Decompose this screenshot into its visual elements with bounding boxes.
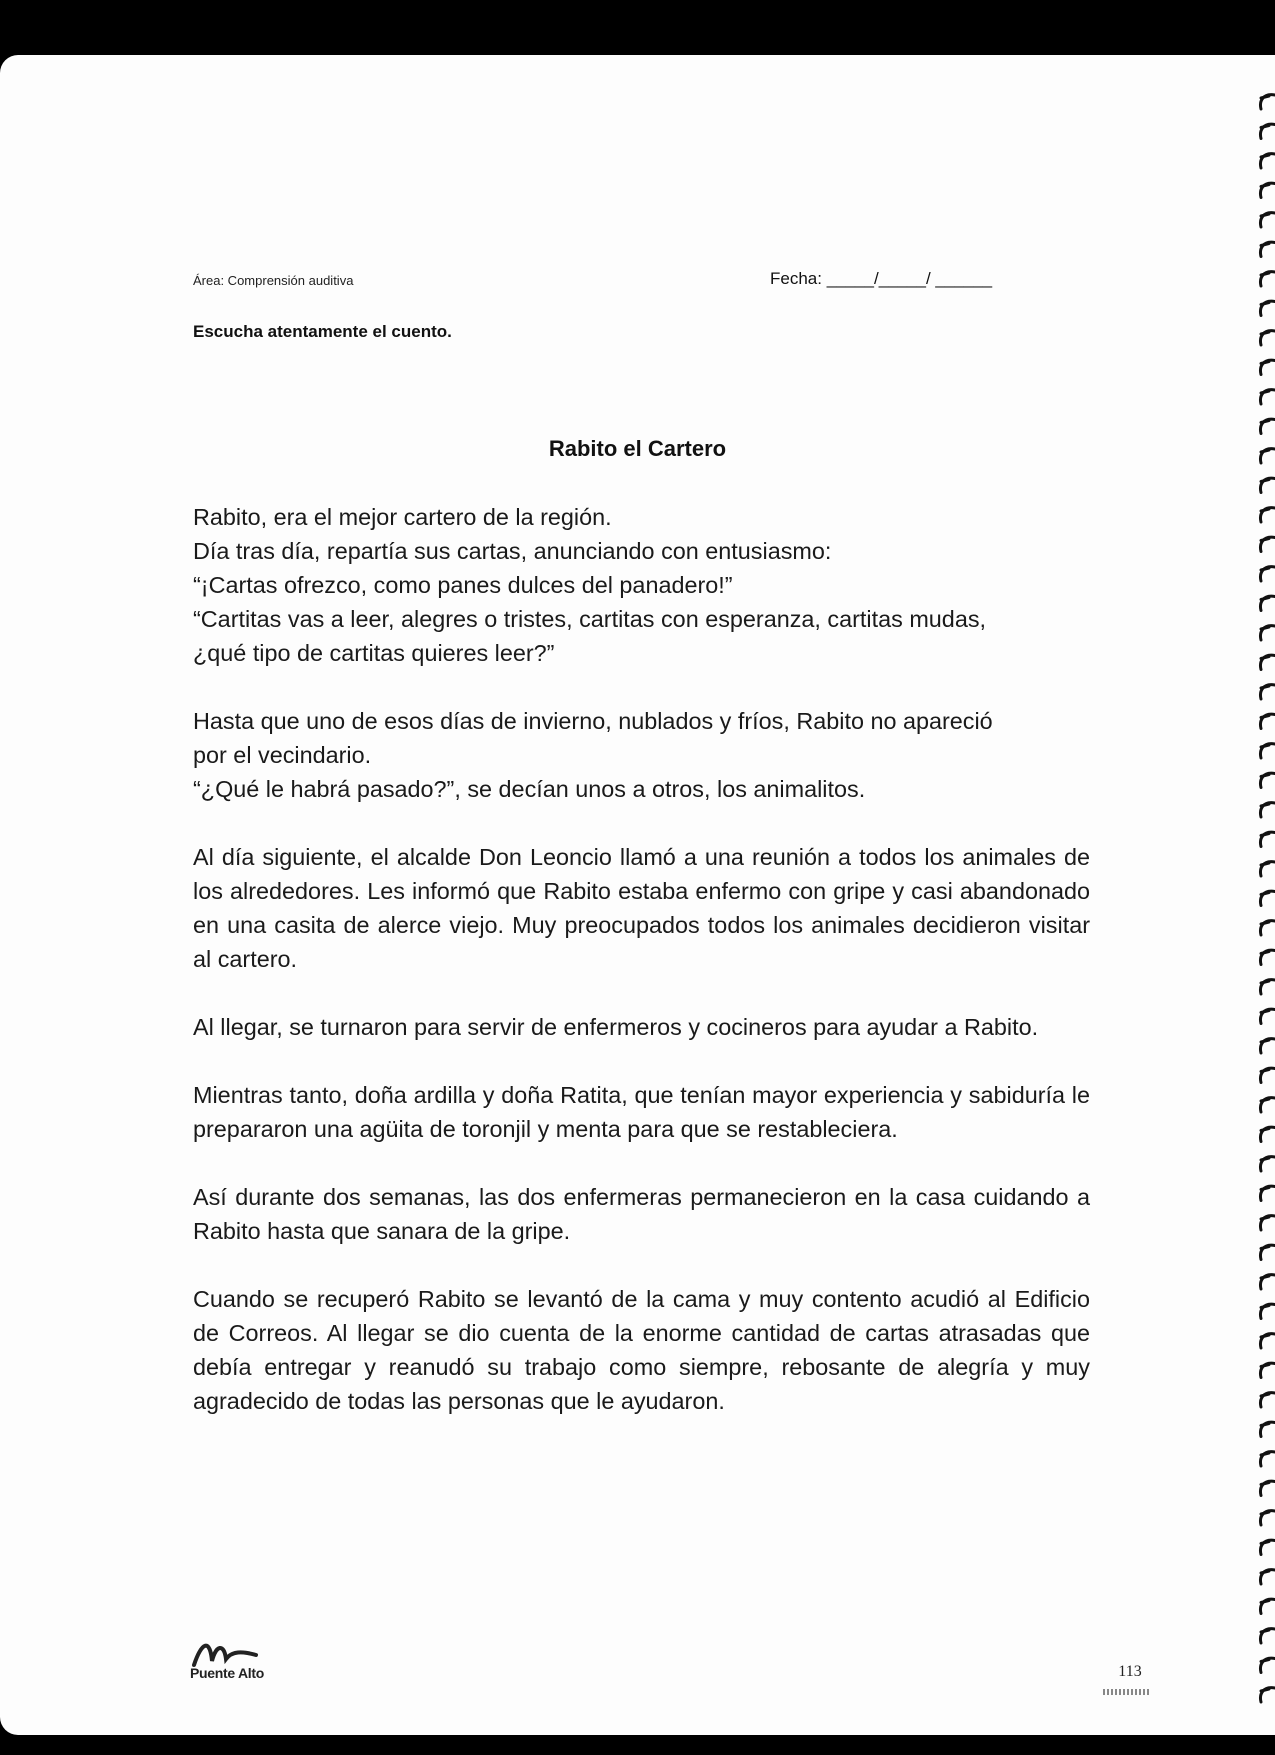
logo-text: Puente Alto [190,1665,264,1681]
spiral-ring [1261,154,1275,168]
spiral-ring [1261,272,1275,286]
spiral-ring [1261,242,1275,256]
spiral-ring [1261,1334,1275,1348]
story-paragraph-5: Mientras tanto, doña ardilla y doña Ratita, que tenían mayor experiencia y sabiduría le prepararon una agüita de toronjil y menta para que se restableciera. [193,1082,1090,1142]
spiral-ring [1261,1216,1275,1230]
spiral-ring [1261,1009,1275,1023]
spiral-ring [1261,862,1275,876]
spiral-ring [1261,1452,1275,1466]
spiral-ring [1261,744,1275,758]
spiral-ring [1261,1599,1275,1613]
spiral-ring [1261,478,1275,492]
spiral-ring [1261,1540,1275,1554]
story-line: “Cartitas vas a leer, alegres o tristes, cartitas con esperanza, cartitas mudas, [193,606,987,632]
story-paragraph-4: Al llegar, se turnaron para servir de enfermeros y cocineros para ayudar a Rabito. [193,1014,1039,1040]
spiral-ring [1261,301,1275,315]
story-paragraph-3: Al día siguiente, el alcalde Don Leoncio llamó a una reunión a todos los animales de los alrededores. Les informó que Rabito estaba enfermo con gripe y casi abandonado en una casita de alerce viejo. Muy preocupados todos los animales decidieron visitar al cartero. [193,844,1090,972]
spiral-ring [1261,626,1275,640]
subject-area-label: Área: Comprensión auditiva [193,273,354,288]
story-body [193,500,1090,1452]
story-paragraph-2 [193,704,1090,806]
page-number: 113 [1118,1663,1142,1680]
logo-mark-icon [190,1635,260,1669]
spiral-ring [1261,655,1275,669]
spiral-ring [1261,1098,1275,1112]
spiral-ring [1261,1068,1275,1082]
spiral-binding [1235,85,1275,1705]
spiral-ring [1261,1127,1275,1141]
spiral-ring [1261,567,1275,581]
story-line: ¿qué tipo de cartitas quieres leer?” [193,640,555,666]
spiral-ring [1261,213,1275,227]
story-line: “¿Qué le habrá pasado?”, se decían unos a otros, los animalitos. [193,776,866,802]
spiral-ring [1261,714,1275,728]
spiral-ring [1261,596,1275,610]
spiral-ring [1261,537,1275,551]
spiral-ring [1261,419,1275,433]
spiral-ring [1261,921,1275,935]
spiral-ring [1261,1393,1275,1407]
spiral-ring [1261,1186,1275,1200]
spiral-ring [1261,390,1275,404]
spiral-ring [1261,1688,1275,1702]
story-line: Día tras día, repartía sus cartas, anunciando con entusiasmo: [193,538,832,564]
date-field-label: Fecha: _____/_____/ ______ [770,269,993,288]
spiral-ring [1261,1629,1275,1643]
spiral-ring [1261,1039,1275,1053]
document-page [0,55,1275,1735]
story-paragraph-6: Así durante dos semanas, las dos enfermeras permanecieron en la casa cuidando a Rabito hasta que sanara de la gripe. [193,1184,1090,1244]
spiral-ring [1261,508,1275,522]
spiral-ring [1261,1157,1275,1171]
puente-alto-logo [190,1635,310,1695]
story-paragraph-1 [193,500,1090,670]
story-line: por el vecindario. [193,742,372,768]
spiral-ring [1261,803,1275,817]
spiral-ring [1261,1363,1275,1377]
spiral-ring [1261,685,1275,699]
spiral-ring [1261,1275,1275,1289]
spiral-ring [1261,1304,1275,1318]
spiral-ring [1261,1570,1275,1584]
spiral-ring [1261,1245,1275,1259]
spiral-ring [1261,1658,1275,1672]
story-line: Hasta que uno de esos días de invierno, nublados y fríos, Rabito no apareció [193,708,993,734]
story-line: Rabito, era el mejor cartero de la región. [193,504,612,530]
spiral-ring [1261,832,1275,846]
story-line: “¡Cartas ofrezco, como panes dulces del panadero!” [193,572,733,598]
story-title: Rabito el Cartero [548,436,727,461]
story-paragraph-7: Cuando se recuperó Rabito se levantó de la cama y muy contento acudió al Edificio de Correos. Al llegar se dio cuenta de la enorme cantidad de cartas atrasadas que debía entregar y reanudó su trabajo como siempre, rebosante de alegría y muy agradecido de todas las personas que le ayudaron. [193,1286,1090,1414]
spiral-ring [1261,980,1275,994]
instruction-text: Escucha atentamente el cuento. [193,322,452,341]
spiral-ring [1261,360,1275,374]
spiral-ring [1261,773,1275,787]
spiral-ring [1261,891,1275,905]
spiral-ring [1261,331,1275,345]
spiral-ring [1261,950,1275,964]
spiral-ring [1261,1422,1275,1436]
spiral-ring [1261,1511,1275,1525]
page-number-decoration [1103,1689,1149,1695]
spiral-ring [1261,1481,1275,1495]
spiral-ring [1261,183,1275,197]
spiral-ring [1261,95,1275,109]
spiral-ring [1261,124,1275,138]
